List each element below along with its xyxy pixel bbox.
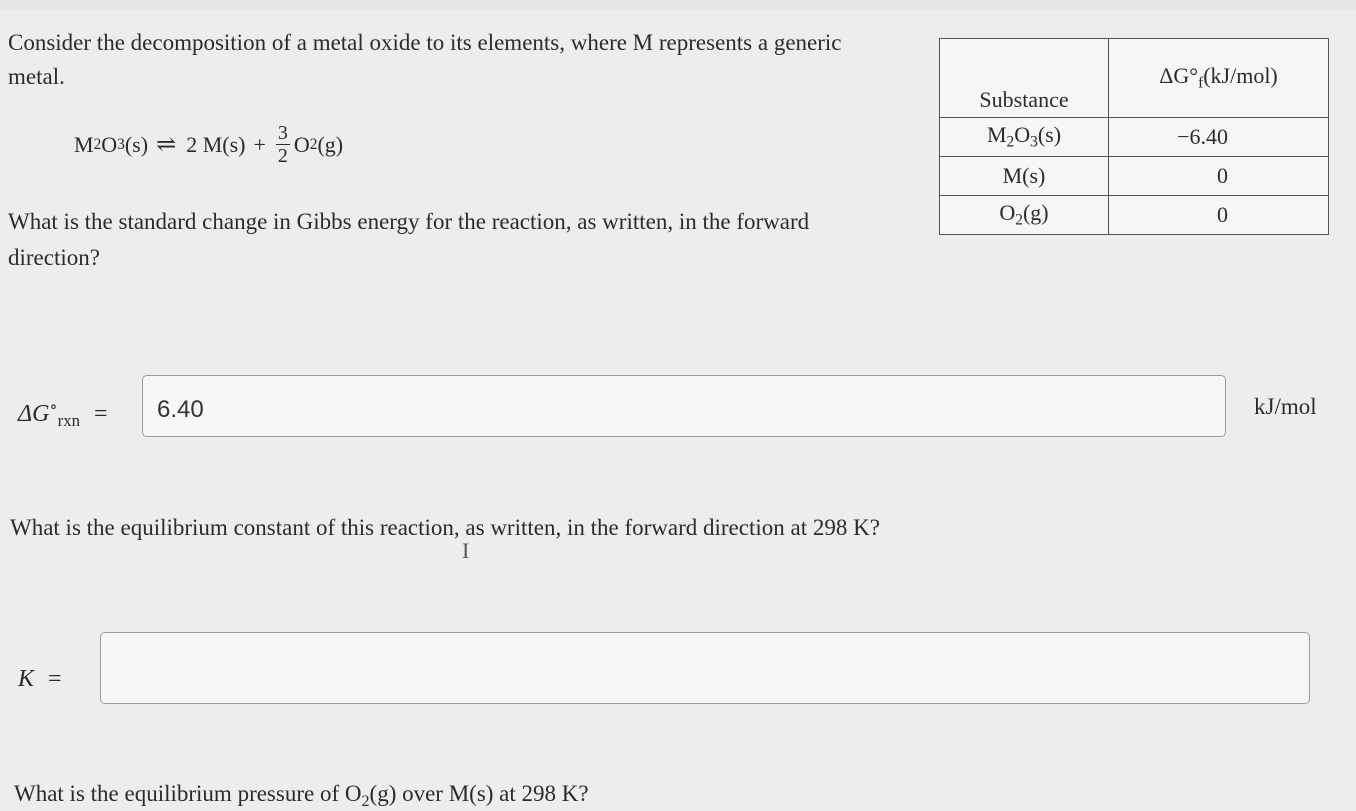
question-equilibrium-pressure [14,781,589,811]
question3-subscript: 2 [361,792,370,810]
cell-text: O [1014,122,1031,148]
k-equals: = [48,666,62,692]
text-cursor-icon: I [462,538,470,563]
cell-text: (g) [1022,200,1049,226]
k-symbol: K [18,666,35,692]
header-gibbs [1109,39,1329,118]
cell-sub: 2 [1015,211,1023,229]
top-border [0,0,1356,10]
table-cell-substance [940,157,1109,196]
table-header-row [940,39,1329,118]
fraction-denominator: 2 [277,145,288,167]
table-row [940,157,1329,196]
gibbs-answer-input[interactable]: 6.40 [142,375,1226,437]
cell-sub: 3 [1030,133,1038,151]
gibbs-unit: kJ/mol [1254,394,1317,419]
cell-text: O [999,200,1016,226]
cell-sub: 2 [1006,133,1015,151]
cell-text: M(s) [1002,163,1046,188]
fraction-numerator: 3 [277,122,288,144]
product-metal: 2 M(s) [186,131,246,157]
reactant-subscript-1: 2 [93,135,102,153]
intro-text: Consider the decomposition of a metal oxide to its elements, where M represents a generic metal. [8,30,842,89]
table-row [940,118,1329,157]
table-cell-value: 0 [1109,196,1329,235]
gibbs-degree: ∘ [49,397,58,416]
question3-text: What is the equilibrium pressure of O [14,781,362,806]
header-gibbs-unit: (kJ/mol) [1203,63,1278,88]
cell-text: (s) [1037,122,1062,148]
gibbs-subscript: rxn [57,411,81,431]
gibbs-label [18,396,108,431]
reaction-equation [74,122,343,167]
k-label [18,666,62,693]
product-oxygen: O [293,131,310,157]
table-cell-value: 0 [1109,157,1329,196]
plus-sign: + [253,131,266,157]
cell-text: M [986,122,1007,148]
table-cell-substance [940,196,1109,235]
table-cell-substance [940,118,1109,157]
equilibrium-arrow: ⇌ [156,132,177,158]
reactant-oxygen: O [101,131,118,157]
gibbs-data-table [939,38,1329,235]
reactant-subscript-2: 3 [117,135,125,153]
product-oxygen-state: (g) [317,131,344,157]
question-equilibrium-constant: What is the equilibrium constant of this reaction, as written, in the forward direction at 298 K? [10,515,880,540]
k-answer-input[interactable] [100,632,1310,704]
coefficient-fraction [276,122,290,167]
product-oxygen-subscript: 2 [309,135,318,153]
header-gibbs-sub: f [1198,74,1204,92]
header-gibbs-symbol: ΔG° [1159,63,1199,88]
question-gibbs: What is the standard change in Gibbs energy for the reaction, as written, in the forward direction? [8,209,810,270]
table-cell-value: −6.40 [1109,118,1329,157]
gibbs-symbol: ΔG [18,401,50,427]
reactant-state: (s) [124,131,149,157]
gibbs-equals: = [94,401,108,427]
reactant-symbol: M [74,131,94,157]
table-row [940,196,1329,235]
question3-text-end: (g) over M(s) at 298 K? [369,781,589,806]
header-substance: Substance [940,39,1109,118]
